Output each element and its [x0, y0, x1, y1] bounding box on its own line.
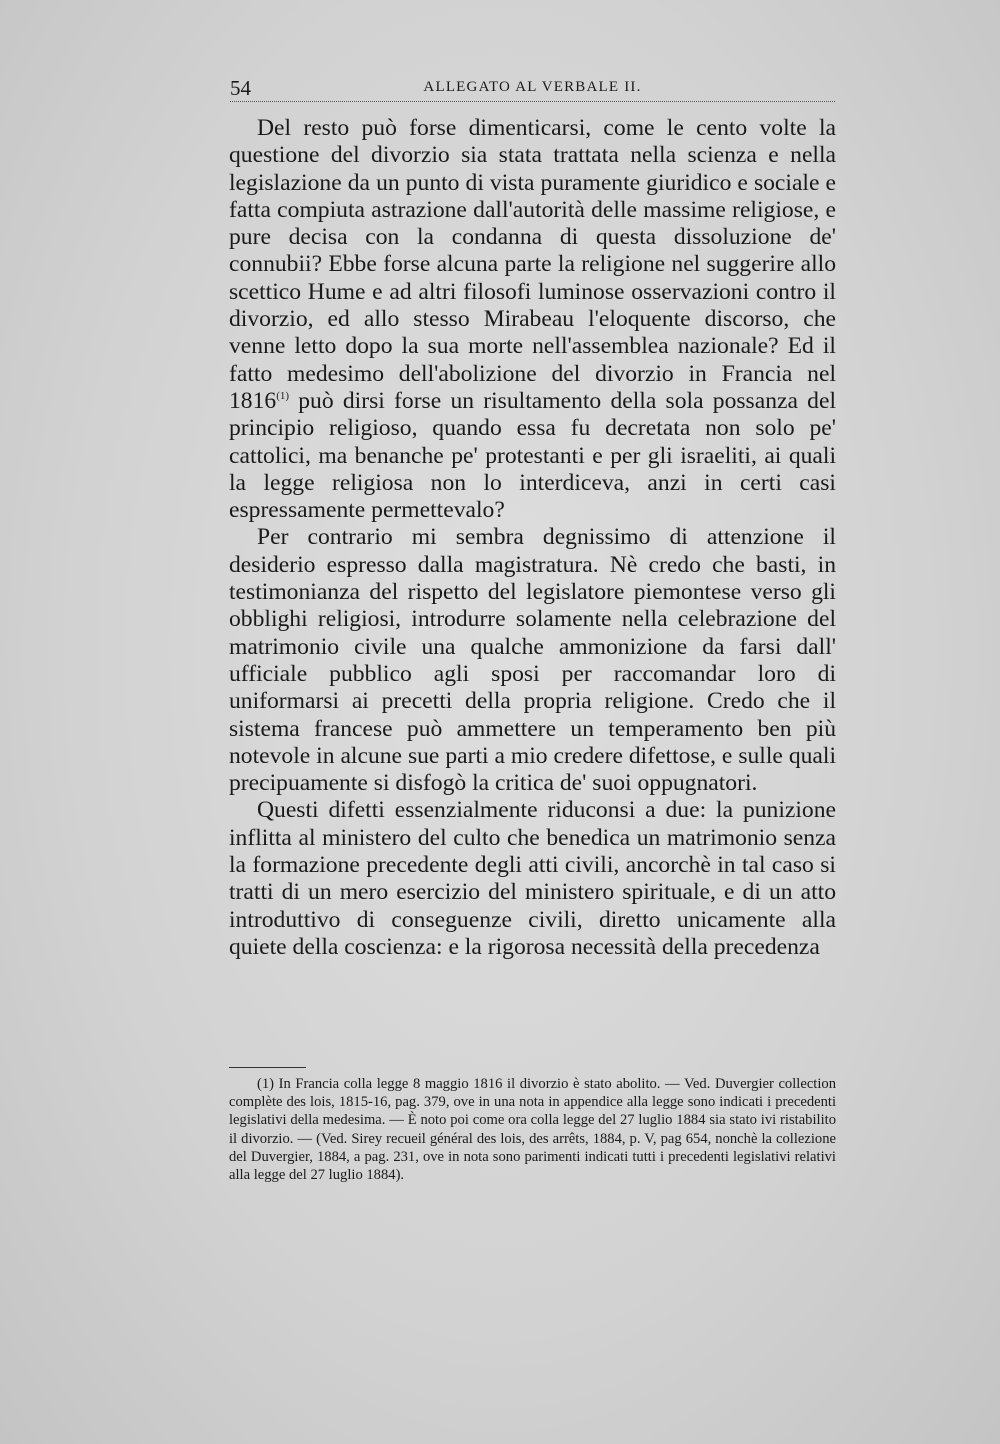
running-title: ALLEGATO AL VERBALE II.	[423, 79, 642, 95]
footnote-text: (1) In Francia colla legge 8 maggio 1816 il divorzio è stato abolito. — Ved. Duvergier collection complète des lois, 1815-16, pag. 379, ove in una nota in appendice alla legge sono indicati i precedenti legislativi della medesima. — È noto poi come ora colla legge del 27 luglio 1884 sia stato ivi ristabilito il divorzio. — (Ved. Sirey recueil général des lois, des arrêts, 1884, p. V, pag 654, nonchè la collezione del Duvergier, 1884, a pag. 231, ove in nota sono parimenti indicati tutti i precedenti legislativi relativi alla legge del 27 luglio 1884).	[229, 1076, 836, 1184]
main-text	[229, 115, 836, 961]
paragraph-2: Per contrario mi sembra degnissimo di attenzione il desiderio espresso dalla magistratura. Nè credo che basti, in testimonianza del rispetto del legislatore piemontese verso gli obblighi religiosi, introdurre solamente nella celebrazione del matrimonio civile una qualche ammonizione da farsi dall' ufficiale pubblico agli sposi per raccomandar loro di uniformarsi ai precetti della propria religione. Credo che il sistema francese può ammettere un temperamento ben più notevole in alcune sue parti a mio credere difettose, e sulle quali precipuamente si disfogò la critica de' suoi oppugnatori.	[229, 524, 836, 797]
paragraph-1	[229, 115, 836, 524]
paragraph-1-part-b: può dirsi forse un risultamento della sola possanza del principio religioso, quando essa fu decretata non solo pe' cattolici, ma benanche pe' protestanti e per gli israeliti, ai quali la legge religiosa non lo interdiceva, anzi in certi casi espressamente permettevalo?	[229, 387, 836, 524]
footnote-rule	[229, 1067, 306, 1068]
footnote-reference: (1)	[276, 390, 290, 403]
paragraph-1-part-a: Del resto può forse dimenticarsi, come le cento volte la questione del divorzio sia stata trattata nella scienza e nella legislazione da un punto di vista puramente giuridico e sociale e fatta compiuta astrazione dall'autorità delle massime religiose, e pure decisa con la condanna di questa dissoluzione de' connubii? Ebbe forse alcuna parte la religione nel suggerire allo scettico Hume e ad altri filosofi luminose osservazioni contro il divorzio, ed allo stesso Mirabeau l'eloquente discorso, che venne letto dopo la sua morte nell'assemblea nazionale? Ed il fatto medesimo dell'abolizione del divorzio in Francia nel 1816	[229, 115, 836, 414]
page-number: 54	[230, 76, 251, 100]
footnote	[229, 1075, 836, 1184]
paragraph-3: Questi difetti essenzialmente riduconsi a due: la punizione inflitta al ministero del culto che benedica un matrimonio senza la formazione precedente degli atti civili, ancorchè in tal caso si tratti di un mero esercizio del ministero spirituale, e di un atto introduttivo di conseguenze civili, diretto unicamente alla quiete della coscienza: e la rigorosa necessità della precedenza	[229, 797, 836, 960]
header-rule	[230, 101, 835, 102]
page-header	[230, 76, 835, 102]
